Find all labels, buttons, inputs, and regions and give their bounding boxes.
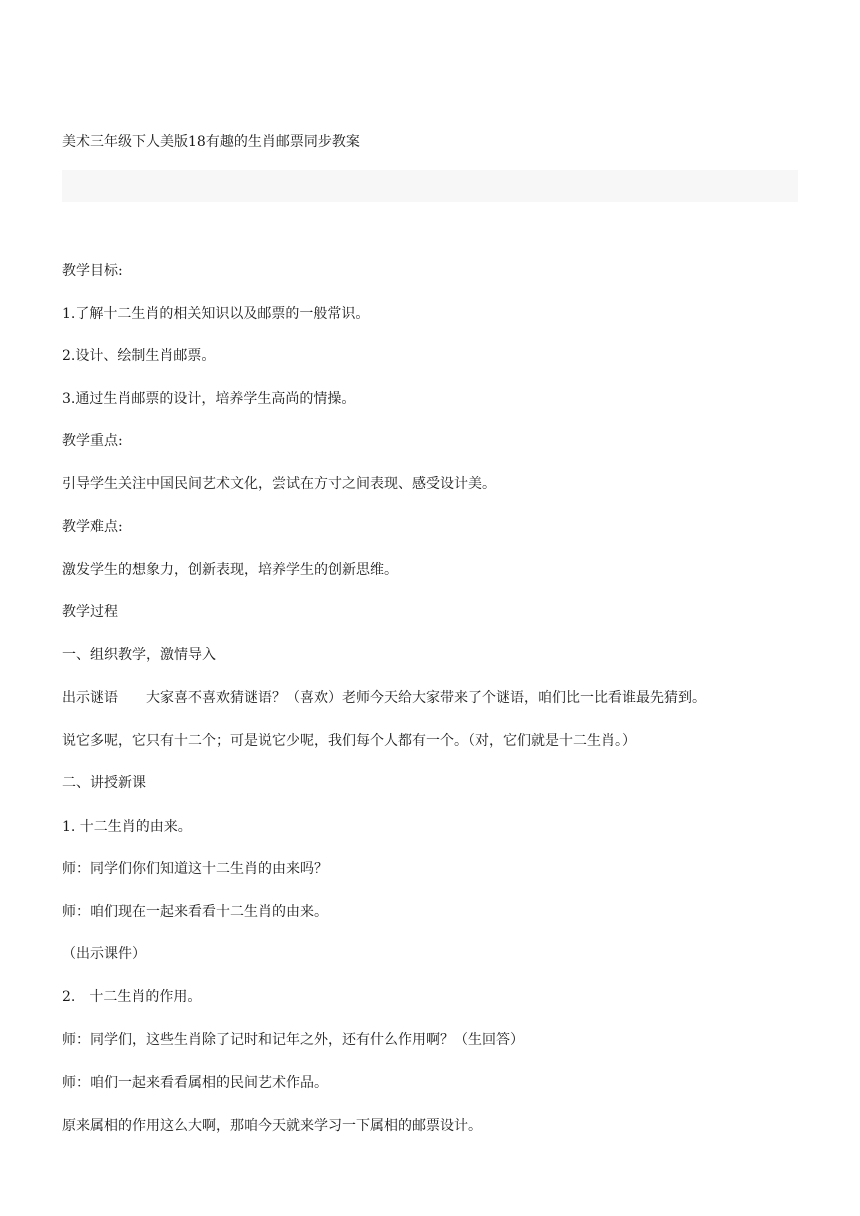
paragraph: 师：咱们现在一起来看看十二生肖的由来。 (62, 904, 328, 920)
paragraph: 师：同学们，这些生肖除了记时和记年之外，还有什么作用啊？（生回答） (62, 1032, 524, 1048)
header-banner (62, 170, 798, 202)
paragraph: 2. 十二生肖的作用。 (62, 989, 202, 1005)
paragraph: 师：咱们一起来看看属相的民间艺术作品。 (62, 1075, 328, 1091)
paragraph: 教学目标: (62, 263, 123, 279)
document-title: 美术三年级下人美版18有趣的生肖邮票同步教案 (62, 134, 360, 150)
paragraph: 一、组织教学，激情导入 (62, 647, 216, 663)
paragraph: 教学难点: (62, 519, 123, 535)
paragraph: 原来属相的作用这么大啊，那咱今天就来学习一下属相的邮票设计。 (62, 1118, 482, 1134)
paragraph: 说它多呢，它只有十二个；可是说它少呢，我们每个人都有一个。（对，它们就是十二生肖。） (62, 733, 636, 749)
paragraph: 师：同学们你们知道这十二生肖的由来吗？ (62, 861, 328, 877)
paragraph: 1.了解十二生肖的相关知识以及邮票的一般常识。 (62, 306, 370, 322)
paragraph: 教学重点: (62, 433, 123, 449)
paragraph: （出示课件） (62, 946, 146, 962)
paragraph: 1. 十二生肖的由来。 (62, 819, 192, 835)
paragraph: 激发学生的想象力，创新表现，培养学生的创新思维。 (62, 562, 398, 578)
paragraph: 出示谜语 大家喜不喜欢猜谜语？（喜欢）老师今天给大家带来了个谜语，咱们比一比看谁最先猜到。 (62, 690, 706, 706)
paragraph: 引导学生关注中国民间艺术文化，尝试在方寸之间表现、感受设计美。 (62, 476, 496, 492)
paragraph: 2.设计、绘制生肖邮票。 (62, 348, 216, 364)
paragraph: 教学过程 (62, 604, 118, 620)
paragraph: 3.通过生肖邮票的设计，培养学生高尚的情操。 (62, 391, 356, 407)
paragraph: 二、讲授新课 (62, 775, 146, 791)
